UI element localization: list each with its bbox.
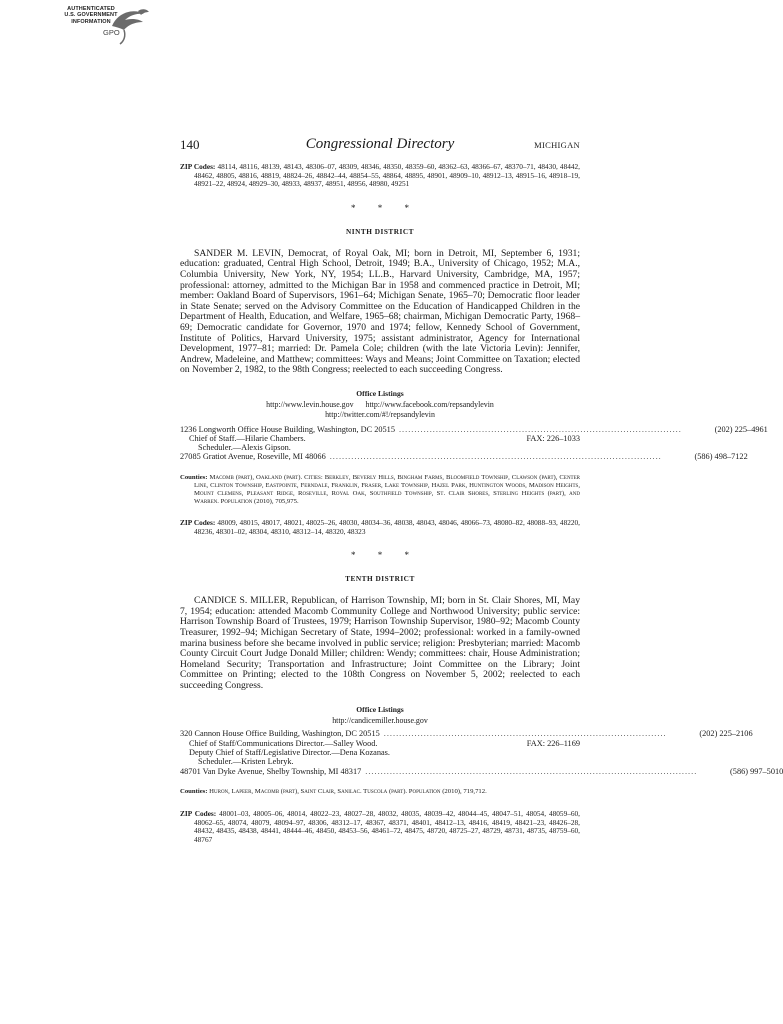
office-address: 320 Cannon House Office Building, Washington, DC 20515: [180, 729, 380, 739]
office-address: 27085 Gratiot Avenue, Roseville, MI 48066: [180, 452, 326, 462]
staff-entry: Deputy Chief of Staff/Legislative Director.—Dena Kozanas.: [189, 747, 390, 757]
counties-label: Counties:: [180, 473, 208, 481]
zip-codes-block: [180, 519, 580, 536]
staff-entry: Scheduler.—Kristen Lebryk.: [198, 757, 294, 767]
logo-line-3: INFORMATION: [71, 18, 111, 25]
office-phone: (586) 498–7122: [694, 452, 748, 462]
office-addresses: [180, 729, 783, 776]
zip-text: 48114, 48116, 48139, 48143, 48306–07, 48309, 48346, 48350, 48359–60, 48362–63, 48366–67, 48370–71, 48430, 48442, 48462, 48805, 48816, 48819, 48824–26, 48842–44, 48854–55, 48864, 48895, 48901, 48909–10, 48912–13, 48915–16, 48918–19, 48921–22, 48924, 48929–30, 48933, 48937, 48951, 48956, 48980, 49251: [194, 162, 580, 189]
district-heading: TENTH DISTRICT: [345, 574, 415, 584]
logo-gpo: GPO: [103, 28, 120, 37]
fax-number: FAX: 226–1169: [526, 738, 580, 748]
zip-label: ZIP Codes:: [180, 518, 216, 528]
office-address: 1236 Longworth Office House Building, Washington, DC 20515: [180, 424, 395, 434]
logo-line-1: AUTHENTICATED: [67, 6, 115, 12]
state-label: MICHIGAN: [534, 140, 580, 150]
counties-label: Counties:: [180, 787, 208, 795]
staff-entry: Chief of Staff.—Hilarie Chambers.: [189, 433, 306, 443]
logo-line-2: U.S. GOVERNMENT: [64, 12, 118, 19]
office-listings-title: Office Listings: [356, 704, 404, 714]
district-heading: NINTH DISTRICT: [345, 226, 415, 236]
page-number: 140: [180, 137, 200, 152]
office-listings-title: Office Listings: [356, 388, 404, 398]
office-address: 48701 Van Dyke Avenue, Shelby Township, MI 48317: [180, 766, 362, 776]
office-links: [180, 400, 580, 420]
zip-label: ZIP Codes:: [180, 808, 217, 818]
fax-number: FAX: 226–1033: [526, 433, 580, 443]
member-biography: CANDICE S. MILLER, Republican, of Harrison Township, MI; born in St. Clair Shores, MI, May 7, 1954; education: attended Macomb Community College and Northwood University; public service: Harrison Township Board of Trustees, 1979; Harrison Township Supervisor, 1980–92; Macomb County Treasurer, 1992–94; Michigan Secretary of State, 1994–2002; professional: worked in a family-owned marina business before she became involved in public service; religion: Presbyterian; married: Macomb County Circuit Court Judge Donald Miller; children: Wendy; committees: chair, House Administration; Homeland Security; Transportation and Infrastructure; Joint Committee on the Library; Joint Committee on Printing; elected to the 108th Congress on November 5, 2002; reelected to each succeeding Congress.: [180, 595, 580, 691]
office-row: 27085 Gratiot Avenue, Roseville, MI 48066 ............................................................................................................ (586) 498–7122: [180, 452, 748, 462]
office-row: 1236 Longworth Office House Building, Washington, DC 20515 ............................................................................................ (202) 225–4961: [180, 424, 768, 434]
office-row: 320 Cannon House Office Building, Washington, DC 20515 ............................................................................................ (202) 225–2106: [180, 729, 753, 739]
eagle-icon: [108, 6, 152, 46]
office-row: 48701 Van Dyke Avenue, Shelby Township, MI 48317 ............................................................................................................ (586) 997–5010: [180, 766, 783, 776]
counties-text: Macomb (part), Oakland (part). Cities: Berkley, Beverly Hills, Bingham Farms, Bloomfield Township, Clawson (part), Center Line, Clinton Township, Eastpointe, Ferndale, Franklin, Fraser, Lake Township, Hazel Park, Huntington Woods, Madison Heights, Mount Clemens, Pleasant Ridge, Roseville, Royal Oak, Southfield Township, St. Clair Shores, Sterling Heights (part), and Warren. Population (2010), 705,975.: [194, 473, 580, 505]
facebook-link[interactable]: http://www.facebook.com/repsandylevin: [365, 399, 494, 409]
zip-codes-block: [180, 810, 580, 844]
office-phone: (202) 225–2106: [699, 729, 753, 739]
page-title: Congressional Directory: [305, 136, 455, 152]
running-head: [180, 137, 580, 153]
website-link[interactable]: http://www.levin.house.gov: [266, 399, 354, 409]
staff-row: [180, 739, 580, 748]
separator-stars: * * *: [351, 550, 419, 561]
office-links: [180, 716, 580, 726]
separator-stars: * * *: [351, 202, 419, 213]
staff-entry: Scheduler.—Alexis Gipson.: [198, 443, 291, 453]
member-biography: SANDER M. LEVIN, Democrat, of Royal Oak, MI; born in Detroit, MI, September 6, 1931; education: graduated, Central High School, Detroit, 1949; B.A., University of Chicago, 1952; M.A., Columbia University, New York, NY, 1954; LL.B., Harvard University, Cambridge, MA, 1957; professional: attorney, admitted to the Michigan Bar in 1958 and commenced practice in Detroit, MI; member: Oakland Board of Supervisors, 1961–64; Michigan Senate, 1965–70; Democratic floor leader in State Senate; served on the Advisory Committee on the Education of Handicapped Children in the Department of Health, Education, and Welfare, 1965–68; chairman, Michigan Democratic Party, 1968–69; Democratic candidate for Governor, 1970 and 1974; fellow, Kennedy School of Government, Institute of Politics, Harvard University, 1975; assistant administrator, Agency for International Development, 1977–81; married: Dr. Pamela Cole; children (with the late Victoria Levin): Jennifer, Andrew, Madeleine, and Matthew; committees: Ways and Means; Joint Committee on Taxation; elected on November 2, 1982, to the 98th Congress; reelected to each succeeding Congress.: [180, 247, 580, 376]
directory-page: [180, 136, 783, 844]
twitter-link[interactable]: http://twitter.com/#!/repsandylevin: [325, 409, 435, 419]
zip-text: 48009, 48015, 48017, 48021, 48025–26, 48030, 48034–36, 48038, 48043, 48046, 48066–73, 48080–82, 48088–93, 48220, 48236, 48301–02, 48304, 48310, 48312–14, 48320, 48323: [194, 518, 581, 536]
office-addresses: [180, 424, 768, 462]
office-phone: (202) 225–4961: [714, 424, 768, 434]
website-link[interactable]: http://candicemiller.house.gov: [332, 715, 428, 725]
counties-block: [180, 474, 580, 506]
zip-codes-previous: [180, 163, 580, 189]
gpo-authenticated-logo: [62, 6, 152, 46]
staff-row: [180, 434, 580, 443]
zip-label: ZIP Codes:: [180, 162, 216, 171]
counties-block: [180, 788, 580, 796]
office-phone: (586) 997–5010: [730, 766, 783, 776]
staff-entry: Chief of Staff/Communications Director.—Salley Wood.: [189, 738, 378, 748]
counties-text: Huron, Lapeer, Macomb (part), Saint Clair, Sanilac. Tuscola (part). Population (2010), 719,712.: [209, 787, 487, 795]
zip-text: 48001–03, 48005–06, 48014, 48022–23, 48027–28, 48032, 48035, 48039–42, 48044–45, 48047–51, 48054, 48059–60, 48062–65, 48074, 48079, 48094–97, 48306, 48312–17, 48367, 48371, 48401, 48412–13, 48416, 48419, 48421–23, 48426–28, 48432, 48435, 48438, 48441, 48444–46, 48450, 48453–56, 48461–72, 48475, 48720, 48725–27, 48729, 48731, 48735, 48759–60, 48767: [194, 808, 580, 844]
